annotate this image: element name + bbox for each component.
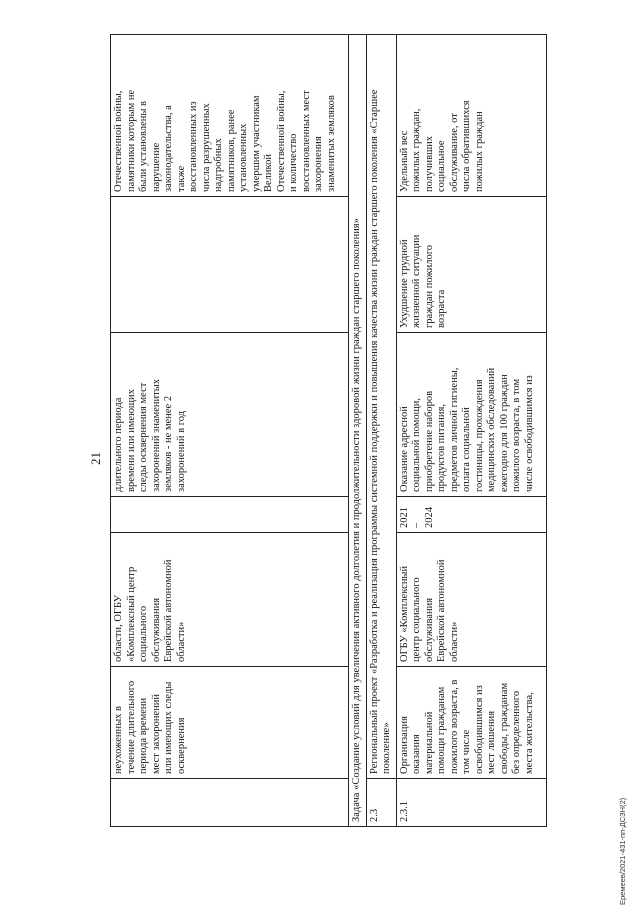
table-row (396, 35, 546, 827)
item-number: 2.3.1 (396, 779, 546, 827)
cell-measure: неухоженных в течение длительного периода времени мест захоронений или имеющих следы осквернения (111, 667, 349, 779)
item-indicator: Удельный вес пожилых граждан, получивших социальное обслуживание, от числа обратившихся пожилых граждан (396, 35, 546, 197)
project-row (366, 35, 396, 827)
cell-executor: области, ОГБУ «Комплексный центр социального обслуживания Еврейской автономной области» (111, 533, 349, 667)
item-result: Оказание адресной социальной помощи, приобретение наборов продуктов питания, предметов личной гигиены, оплата социальной гостиницы, прохождения медицинских обследований ежегодно для 100 граждан пожилого возраста, в том числе освободившимся из (396, 333, 546, 497)
cell-indicator: Отечественной войны, памятники которым не были установлены в нарушение законодательства, а также восстановленных из числа разрушенных надгробных памятников, ранее установленных умершим участникам Великой Отечественной войны, и количество восстановленных мест захоронения знаменитых земляков (111, 35, 349, 197)
cell-term (111, 497, 349, 533)
task-heading: Задача «Создание условий для увеличения активного долголетия и продолжительности здоровой жизни граждан старшего поколения» (349, 35, 367, 827)
page-number: 21 (88, 452, 103, 465)
item-executor: ОГБУ «Комплексный центр социального обслуживания Еврейской автономной области» (396, 533, 546, 667)
cell-result: длительного периода времени или имеющих следы осквернения мест захоронений знаменитых земляков - не менее 2 захоронений в год (111, 333, 349, 497)
item-term: 2021 – 2024 (396, 497, 546, 533)
table-row (111, 35, 349, 827)
project-number: 2.3 (366, 779, 396, 827)
cell-number (111, 779, 349, 827)
document-reference: Еремеев/2021-431-пп-ДСЗН(2) (618, 797, 627, 905)
item-measure: Организация оказания материальной помощи гражданам пожилого возраста, в том числе освободившимся из мест лишения свободы, гражданам без определенного места жительства, (396, 667, 546, 779)
cell-risk (111, 197, 349, 333)
task-row (349, 35, 367, 827)
item-risk: Ухудшение трудной жизненной ситуации граждан пожилого возраста (396, 197, 546, 333)
measures-table (110, 34, 547, 827)
project-heading: Региональный проект «Разработка и реализация программы системной поддержки и повышения качества жизни граждан старшего поколения «Старшее поколение» (366, 35, 396, 779)
